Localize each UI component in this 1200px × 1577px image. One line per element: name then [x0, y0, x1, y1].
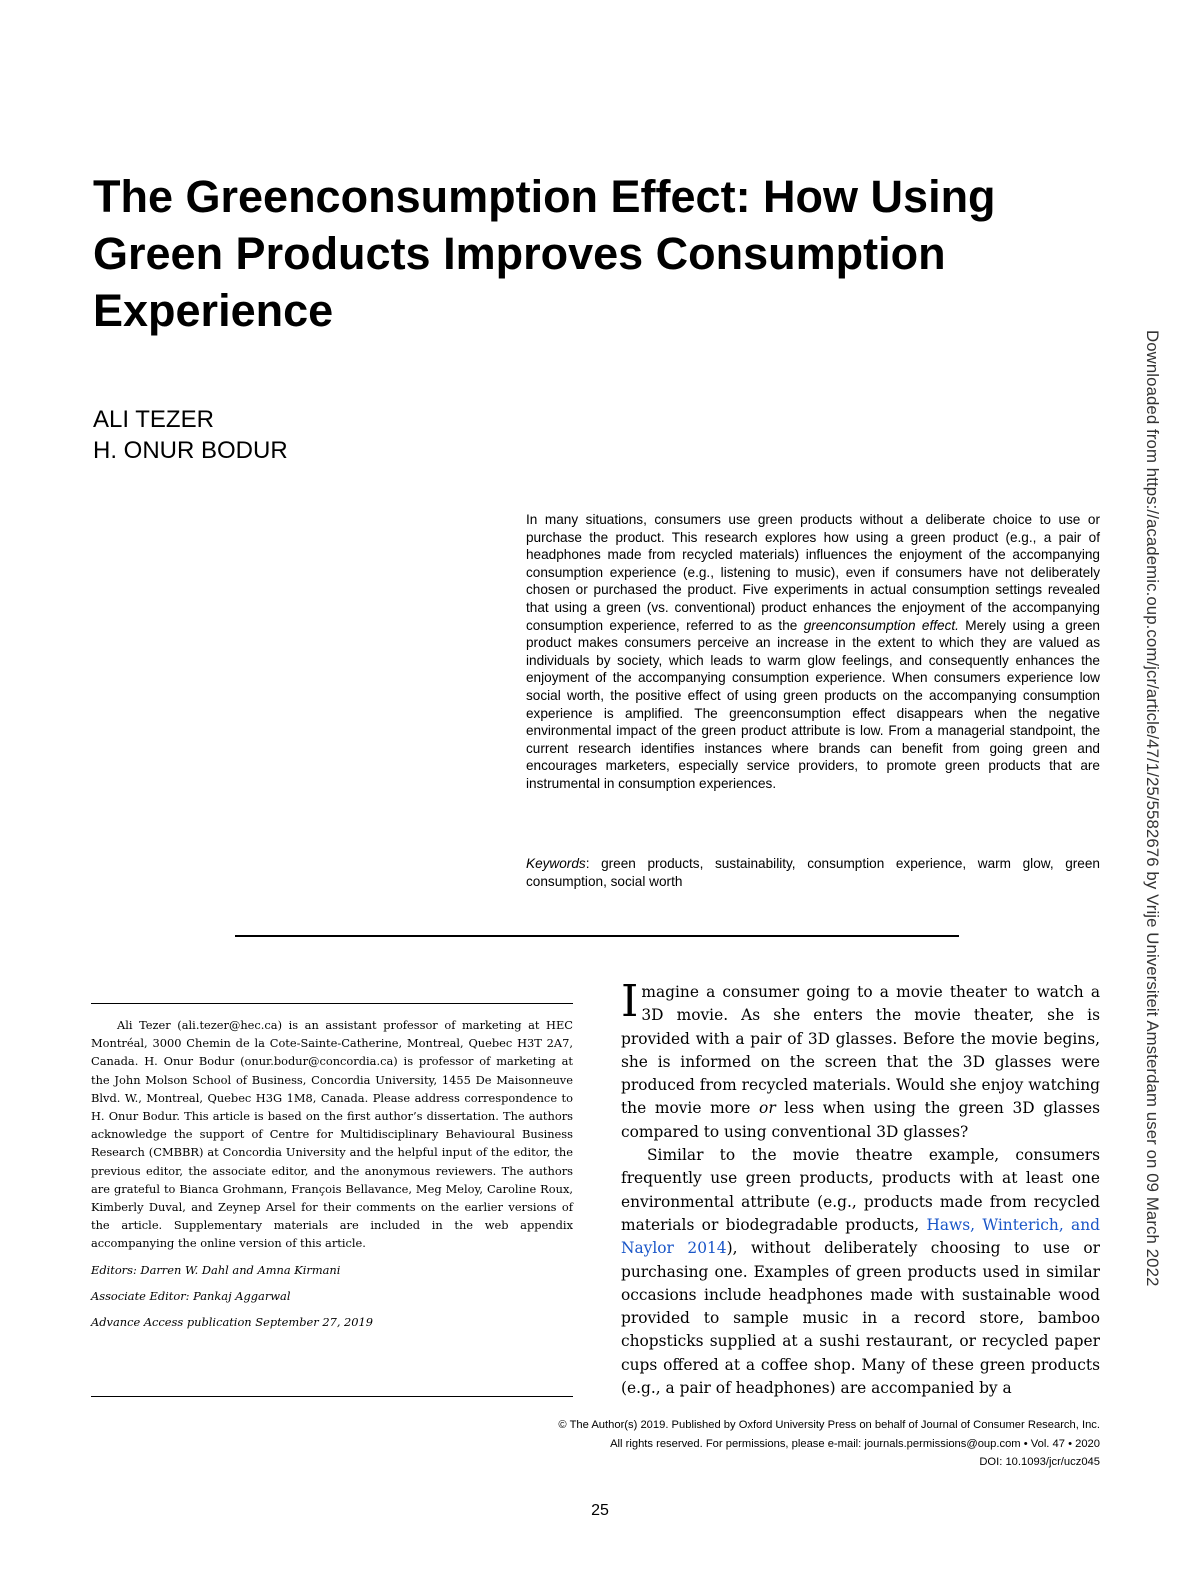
download-notice: Downloaded from https://academic.oup.com/jcr/article/47/1/25/5582676 by Vrije Universiteit Amsterdam user on 09 March 2022 [1143, 330, 1162, 1287]
footnote-divider-bottom [91, 1396, 573, 1397]
article-body [621, 976, 1101, 1400]
body-paragraph [621, 976, 1101, 1144]
author-list [93, 404, 288, 466]
copyright-line: © The Author(s) 2019. Published by Oxford University Press on behalf of Journal of Consumer Research, Inc. [558, 1419, 1100, 1431]
keywords-label: Keywords [526, 856, 586, 871]
download-watermark [1137, 330, 1167, 1287]
body-paragraph [621, 1144, 1100, 1400]
author-bio: Ali Tezer (ali.tezer@hec.ca) is an assistant professor of marketing at HEC Montréal, 3000 Chemin de la Cote-Sainte-Catherine, Montreal, Quebec H3T 2A7, Canada. H. Onur Bodur (onur.bodur@concordia.ca) is professor of marketing at the John Molson School of Business, Concordia University, 1455 De Maisonneuve Blvd. W., Montreal, Quebec H3G 1M8, Canada. Please address correspondence to H. Onur Bodur. This article is based on the first author’s dissertation. The authors acknowledge the support of Centre for Multidisciplinary Behavioural Business Research (CMBBR) at Concordia University and the helpful input of the editor, the previous editor, the associate editor, and the anonymous reviewers. The authors are grateful to Bianca Grohmann, François Bellavance, Meg Meloy, Caroline Roux, Kimberly Duval, and Zeynep Arsel for their comments on the earlier versions of the article. Supplementary materials are included in the web appendix accompanying the online version of this article. [91, 1018, 573, 1251]
body-emphasis: or [759, 1099, 776, 1118]
editors-line: Editors: Darren W. Dahl and Amna Kirmani [91, 1262, 341, 1277]
abstract-text: Merely using a green product makes consumers perceive an increase in the extent to which they are valued as individuals by society, which leads to warm glow feelings, and consequently enhances the enjoyment of the accompanying consumption experience. When consumers experience low social worth, the positive effect of using green products on the accompanying consumption experience is amplified. The greenconsumption effect disappears when the negative environmental impact of the green product attribute is low. From a managerial standpoint, the current research identifies instances where brands can benefit from going green and encourages marketers, especially service providers, to promote green products that are instrumental in consumption experiences. [526, 617, 1100, 791]
body-text: magine a consumer going to a movie theater to watch a 3D movie. As she enters the movie theater, she is provided with a pair of 3D glasses. Before the movie begins, she is informed on the screen that the 3D glasses were produced from recycled materials. Would she enjoy watching the movie more [621, 983, 1100, 1118]
body-text: ), without deliberately choosing to use or purchasing one. Examples of green products used in similar occasions include headphones made with sustainable wood provided to sample music in a record store, bamboo chopsticks supplied at a sushi restaurant, or recycled paper cups offered at a coffee shop. Many of these green products (e.g., a pair of headphones) are accompanied by a [621, 1239, 1100, 1398]
author-footnote [91, 1016, 573, 1331]
body-text: Similar to the movie theatre example, consumers frequently use green products, products with at least one environmental attribute (e.g., products made from recycled materials or biodegradable products, [621, 1146, 1100, 1234]
abstract-term: greenconsumption effect. [803, 617, 959, 633]
abstract [526, 511, 1100, 793]
author-name: H. ONUR BODUR [93, 437, 288, 464]
body-text: less when using the green 3D glasses compared to using conventional 3D glasses? [621, 1099, 1101, 1141]
footnote-divider-top [91, 1003, 573, 1004]
article-title: The Greenconsumption Effect: How Using Green Products Improves Consumption Experience [93, 171, 996, 336]
keywords-text: : green products, sustainability, consumption experience, warm glow, green consumption, social worth [526, 856, 1100, 889]
advance-access-line: Advance Access publication September 27, 2019 [91, 1315, 374, 1330]
citation-link[interactable]: Haws, Winterich, and Naylor 2014 [621, 1215, 1100, 1258]
permissions-line: All rights reserved. For permissions, please e-mail: journals.permissions@oup.com • Vol. 47 • 2020 [610, 1437, 1100, 1450]
author-name: ALI TEZER [93, 406, 214, 433]
abstract-text: In many situations, consumers use green products without a deliberate choice to use or purchase the product. This research explores how using a green product (e.g., a pair of headphones made from recycled materials) influences the enjoyment of the accompanying consumption experience (e.g., listening to music), even if consumers have not deliberately chosen or purchased the product. Five experiments in actual consumption settings revealed that using a green (vs. conventional) product enhances the enjoyment of the accompanying consumption experience, referred to as the [526, 512, 1100, 633]
keywords [526, 855, 1100, 890]
section-divider [235, 935, 959, 937]
doi-line: DOI: 10.1093/jcr/ucz045 [979, 1456, 1100, 1468]
copyright-block [400, 1416, 1100, 1472]
page-number: 25 [591, 1502, 609, 1519]
associate-editor-line: Associate Editor: Pankaj Aggarwal [91, 1288, 291, 1303]
drop-cap: I [621, 976, 639, 1027]
